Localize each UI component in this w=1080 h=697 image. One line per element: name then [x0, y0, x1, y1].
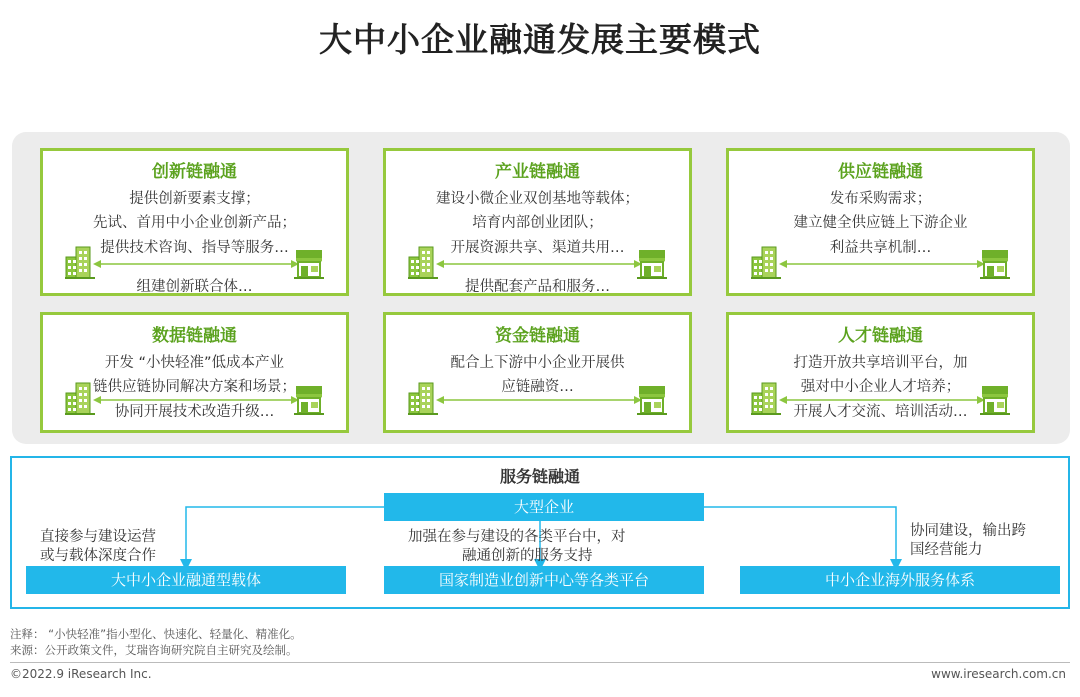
card-line: 提供配套产品和服务…	[465, 279, 610, 295]
card-line: 强对中小企业人才培养；	[800, 379, 961, 395]
copyright: ©2022.9 iResearch Inc.	[10, 667, 152, 681]
large-enterprise-building-icon	[408, 245, 438, 279]
card-capital-chain	[383, 312, 692, 433]
large-enterprise-building-icon	[751, 245, 781, 279]
double-arrow-icon	[436, 259, 642, 269]
footer-divider	[10, 662, 1070, 663]
double-arrow-icon	[779, 395, 985, 405]
website-link[interactable]: www.iresearch.com.cn	[931, 667, 1066, 681]
card-title: 供应链融通	[838, 162, 923, 182]
card-line: 建设小微企业双创基地等载体；	[436, 191, 639, 207]
right-connector-text-1: 协同建设，输出跨	[910, 523, 1026, 539]
small-business-shop-icon	[980, 383, 1010, 415]
large-enterprise-building-icon	[65, 381, 95, 415]
footnote-note: 注释： “小快轻准”指小型化、快速化、轻量化、精准化。	[10, 627, 302, 641]
card-data-chain	[40, 312, 349, 433]
card-line: 提供创新要素支撑；	[129, 191, 260, 207]
manufacturing-innovation-center-box: 国家制造业创新中心等各类平台	[384, 566, 704, 594]
card-line: 链供应链协同解决方案和场景；	[93, 379, 296, 395]
footnote-source: 来源：公开政策文件，艾瑞咨询研究院自主研究及绘制。	[10, 643, 298, 657]
card-line: 开展人才交流、培训活动…	[793, 404, 968, 420]
card-line: 打造开放共享培训平台，加	[793, 355, 968, 371]
left-connector-text-1: 直接参与建设运营	[40, 529, 156, 545]
small-business-shop-icon	[980, 247, 1010, 279]
small-business-shop-icon	[294, 247, 324, 279]
card-line: 培育内部创业团队；	[472, 215, 603, 231]
sme-integration-carrier-box: 大中小企业融通型载体	[26, 566, 346, 594]
page-title: 大中小企业融通发展主要模式	[319, 20, 761, 59]
small-business-shop-icon	[637, 247, 667, 279]
double-arrow-icon	[436, 395, 642, 405]
card-line: 发布采购需求；	[829, 191, 932, 207]
card-talent-chain	[726, 312, 1035, 433]
right-connector-text-2: 国经营能力	[910, 542, 983, 558]
mid-connector-text-2: 融通创新的服务支持	[462, 548, 593, 564]
double-arrow-icon	[779, 259, 985, 269]
card-line: 建立健全供应链上下游企业	[793, 215, 968, 231]
card-line: 组建创新联合体…	[136, 279, 253, 295]
sme-overseas-service-box: 中小企业海外服务体系	[740, 566, 1060, 594]
double-arrow-icon	[93, 395, 299, 405]
card-title: 产业链融通	[495, 162, 580, 182]
card-line: 先试、首用中小企业创新产品；	[93, 215, 296, 231]
card-line: 提供技术咨询、指导等服务…	[100, 240, 289, 256]
card-supply-chain	[726, 148, 1035, 296]
card-line: 应链融资…	[501, 379, 574, 395]
double-arrow-icon	[93, 259, 299, 269]
large-enterprise-building-icon	[65, 245, 95, 279]
card-line: 协同开展技术改造升级…	[114, 404, 275, 420]
large-enterprise-building-icon	[408, 381, 438, 415]
service-chain-title: 服务链融通	[499, 467, 580, 486]
large-enterprise-building-icon	[751, 381, 781, 415]
card-line: 利益共享机制…	[829, 240, 932, 256]
card-industry-chain	[383, 148, 692, 296]
card-line: 配合上下游中小企业开展供	[450, 355, 625, 371]
card-title: 人才链融通	[838, 326, 923, 346]
card-title: 资金链融通	[495, 326, 580, 346]
card-title: 创新链融通	[152, 162, 237, 182]
card-innovation-chain	[40, 148, 349, 296]
card-line: 开发 “小快轻准”低成本产业	[104, 355, 285, 371]
large-enterprise-box: 大型企业	[384, 493, 704, 521]
left-connector-text-2: 或与载体深度合作	[40, 548, 156, 564]
small-business-shop-icon	[294, 383, 324, 415]
card-line: 开展资源共享、渠道共用…	[450, 240, 625, 256]
card-title: 数据链融通	[152, 326, 237, 346]
mid-connector-text-1: 加强在参与建设的各类平台中，对	[408, 529, 626, 545]
small-business-shop-icon	[637, 383, 667, 415]
